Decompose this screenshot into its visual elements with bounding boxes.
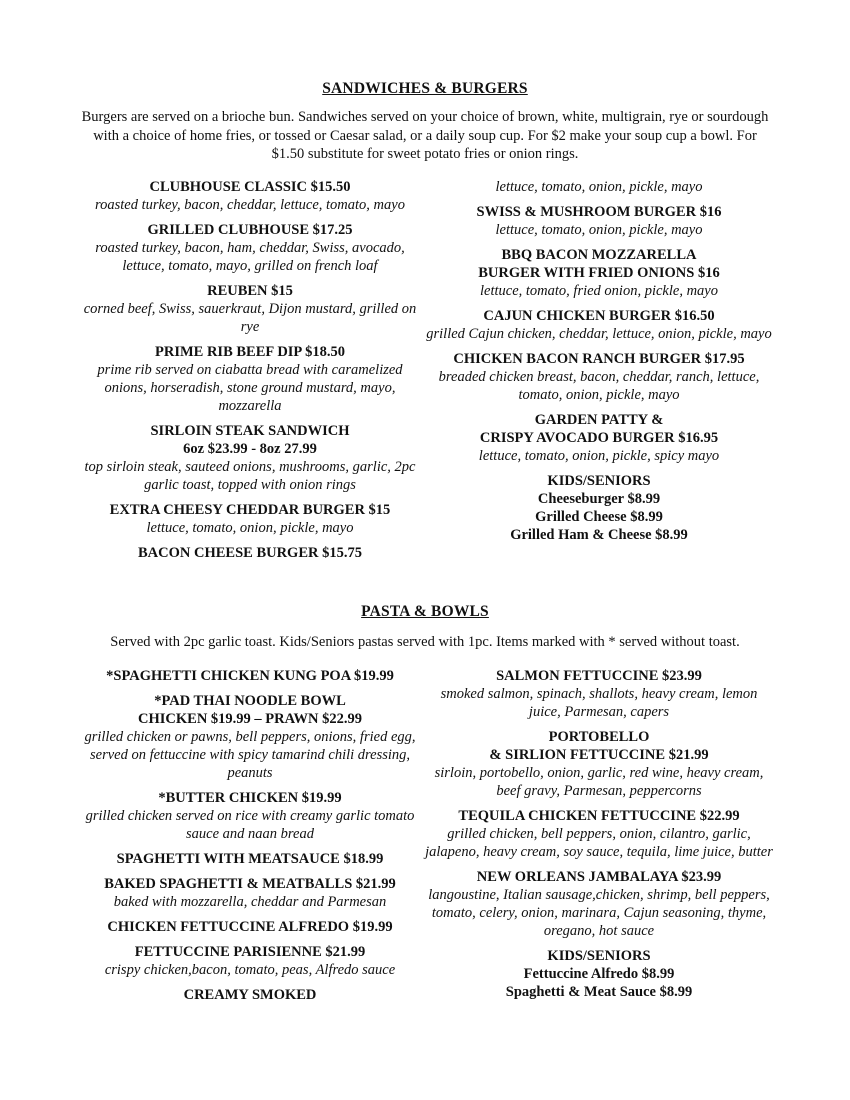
- item-name: REUBEN $15: [207, 283, 293, 299]
- menu-item: [424, 728, 774, 800]
- item-description: smoked salmon, spinach, shallots, heavy cream, lemon juice, Parmesan, capers: [440, 686, 758, 720]
- kids-seniors-title: KIDS/SENIORS: [547, 948, 651, 964]
- item-description: roasted turkey, bacon, ham, cheddar, Swiss, avocado, lettuce, tomato, mayo, grilled on french loaf: [95, 240, 405, 274]
- item-description: lettuce, tomato, onion, pickle, mayo: [495, 222, 703, 238]
- item-description: langoustine, Italian sausage,chicken, shrimp, bell peppers, tomato, celery, onion, marinara, Cajun seasoning, thyme, oregano, hot sauce: [428, 887, 770, 939]
- menu-item: [75, 422, 425, 494]
- item-name: CHICKEN BACON RANCH BURGER $17.95: [453, 351, 745, 367]
- item-name: EXTRA CHEESY CHEDDAR BURGER $15: [109, 502, 391, 518]
- item-name: TEQUILA CHICKEN FETTUCCINE $22.99: [458, 808, 740, 824]
- item-name: SPAGHETTI WITH MEATSAUCE $18.99: [116, 851, 384, 867]
- item-name: *PAD THAI NOODLE BOWL: [154, 693, 346, 709]
- item-name: BACON CHEESE BURGER $15.75: [138, 545, 362, 561]
- item-name: GARDEN PATTY &: [534, 412, 664, 428]
- item-description: corned beef, Swiss, sauerkraut, Dijon mustard, grilled on rye: [83, 301, 417, 335]
- menu-item: [75, 178, 425, 214]
- item-description: top sirloin steak, sauteed onions, mushrooms, garlic, 2pc garlic toast, topped with onion rings: [84, 459, 416, 493]
- kids-item: Cheeseburger $8.99: [537, 491, 661, 507]
- item-description: crispy chicken,bacon, tomato, peas, Alfredo sauce: [104, 962, 396, 978]
- item-price-line: 6oz $23.99 - 8oz 27.99: [183, 441, 317, 457]
- menu-item: [75, 667, 425, 685]
- item-name-line2: BURGER WITH FRIED ONIONS $16: [478, 265, 720, 281]
- item-description: grilled chicken, bell peppers, onion, cilantro, garlic, jalapeno, heavy cream, soy sauce, tequila, lime juice, butter: [425, 826, 773, 860]
- menu-item: [75, 918, 425, 936]
- menu-item: [424, 868, 774, 940]
- menu-item: [424, 307, 774, 343]
- section-title-pasta: PASTA & BOWLS: [361, 603, 489, 620]
- pasta-right-column: [424, 667, 774, 1008]
- item-name: BAKED SPAGHETTI & MEATBALLS $21.99: [104, 876, 396, 892]
- menu-item: [75, 875, 425, 911]
- item-name: PORTOBELLO: [548, 729, 650, 745]
- pasta-left-column: [75, 667, 425, 1011]
- item-description: roasted turkey, bacon, cheddar, lettuce, tomato, mayo: [95, 197, 405, 213]
- menu-item: [75, 986, 425, 1004]
- item-name: CREAMY SMOKED: [183, 987, 317, 1003]
- item-name-line2: CRISPY AVOCADO BURGER $16.95: [479, 430, 719, 446]
- item-description: sirloin, portobello, onion, garlic, red wine, heavy cream, beef gravy, Parmesan, peppercorns: [434, 765, 764, 799]
- kids-seniors-title: KIDS/SENIORS: [547, 473, 651, 489]
- menu-item: [424, 411, 774, 465]
- item-description: grilled chicken served on rice with creamy garlic tomato sauce and naan bread: [85, 808, 415, 842]
- item-name: NEW ORLEANS JAMBALAYA $23.99: [476, 869, 722, 885]
- item-name: FETTUCCINE PARISIENNE $21.99: [134, 944, 366, 960]
- kids-item: Fettuccine Alfredo $8.99: [523, 966, 675, 982]
- menu-item: [75, 221, 425, 275]
- item-name: SALMON FETTUCCINE $23.99: [496, 668, 702, 684]
- kids-item: Grilled Ham & Cheese $8.99: [510, 527, 688, 543]
- section-title-sandwiches: SANDWICHES & BURGERS: [322, 80, 528, 97]
- item-name: CAJUN CHICKEN BURGER $16.50: [483, 308, 715, 324]
- item-description: lettuce, tomato, onion, pickle, spicy mayo: [478, 448, 720, 464]
- kids-seniors-block: [424, 947, 774, 1001]
- menu-item: [75, 850, 425, 868]
- item-name: CLUBHOUSE CLASSIC $15.50: [149, 179, 351, 195]
- menu-item: [75, 544, 425, 562]
- item-name-line2: & SIRLION FETTUCCINE $21.99: [489, 747, 709, 763]
- item-description: grilled Cajun chicken, cheddar, lettuce, onion, pickle, mayo: [426, 326, 772, 342]
- item-description: lettuce, tomato, fried onion, pickle, mayo: [480, 283, 718, 299]
- menu-item: [75, 789, 425, 843]
- item-name: *BUTTER CHICKEN $19.99: [158, 790, 342, 806]
- item-name: GRILLED CLUBHOUSE $17.25: [147, 222, 353, 238]
- item-description: lettuce, tomato, onion, pickle, mayo: [495, 179, 703, 195]
- menu-item-continued: [424, 178, 774, 196]
- item-name: *SPAGHETTI CHICKEN KUNG POA $19.99: [106, 668, 394, 684]
- menu-item: [75, 692, 425, 782]
- section-intro-pasta: Served with 2pc garlic toast. Kids/Seniors pastas served with 1pc. Items marked with * served without toast.: [110, 634, 740, 650]
- menu-item: [424, 667, 774, 721]
- menu-item: [75, 282, 425, 336]
- item-description: breaded chicken breast, bacon, cheddar, ranch, lettuce, tomato, onion, pickle, mayo: [438, 369, 760, 403]
- item-name: BBQ BACON MOZZARELLA: [501, 247, 697, 263]
- menu-item: [424, 350, 774, 404]
- kids-item: Spaghetti & Meat Sauce $8.99: [505, 984, 693, 1000]
- item-description: grilled chicken or pawns, bell peppers, onions, fried egg, served on fettuccine with spicy tamarind chili dressing, peanuts: [84, 729, 416, 781]
- kids-seniors-block: [424, 472, 774, 544]
- sandwiches-left-column: [75, 178, 425, 569]
- item-description: lettuce, tomato, onion, pickle, mayo: [146, 520, 354, 536]
- kids-item: Grilled Cheese $8.99: [535, 509, 663, 525]
- item-description: prime rib served on ciabatta bread with caramelized onions, horseradish, stone ground mustard, mayo, mozzarella: [97, 362, 403, 414]
- item-name: SIRLOIN STEAK SANDWICH: [150, 423, 350, 439]
- item-price-line: CHICKEN $19.99 – PRAWN $22.99: [138, 711, 362, 727]
- item-name: CHICKEN FETTUCCINE ALFREDO $19.99: [107, 919, 393, 935]
- sandwiches-right-column: [424, 178, 774, 551]
- item-name: SWISS & MUSHROOM BURGER $16: [476, 204, 722, 220]
- menu-item: [75, 501, 425, 537]
- item-name: PRIME RIB BEEF DIP $18.50: [155, 344, 345, 360]
- item-description: baked with mozzarella, cheddar and Parmesan: [113, 894, 387, 910]
- menu-item: [424, 246, 774, 300]
- menu-item: [75, 343, 425, 415]
- menu-item: [424, 203, 774, 239]
- menu-item: [75, 943, 425, 979]
- section-intro-sandwiches: Burgers are served on a brioche bun. Sandwiches served on your choice of brown, white, multigrain, rye or sourdough with a choice of home fries, or tossed or Caesar salad, or a daily soup cup. For $2 make your soup cup a bowl. For $1.50 substitute for sweet potato fries or onion rings.: [81, 109, 769, 162]
- menu-item: [424, 807, 774, 861]
